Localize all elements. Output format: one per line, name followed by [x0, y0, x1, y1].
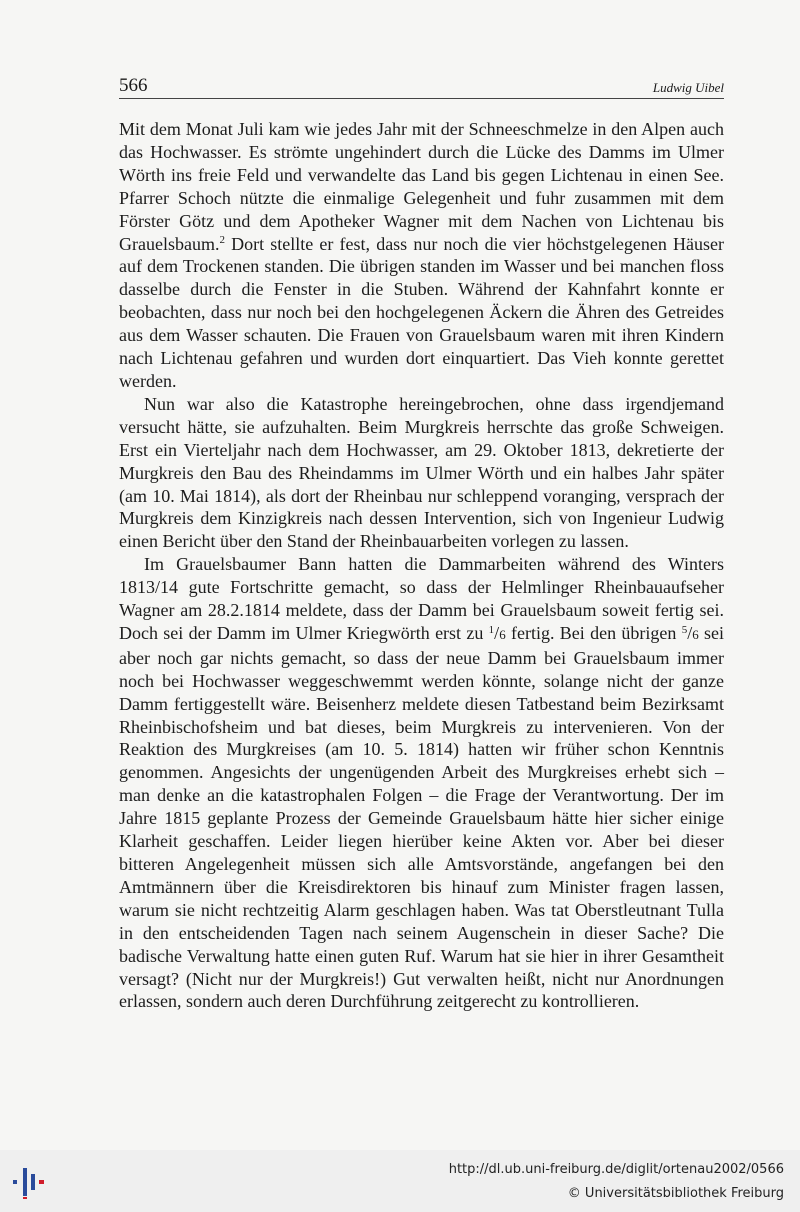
paragraph-3-text-c: sei aber noch gar nichts gemacht, so dass der neue Damm bei Grauelsbaum immer noch bei Hochwasser weggeschwemmt werden könnte, solange nicht der ganze Damm fertiggestellt wäre. Beisenherz meldete diesen Tatbestand beim Bezirksamt Rheinbischofsheim und bat dieses, beim Murgkreis zu intervenieren. Von der Reaktion des Murgkreises (am 10. 5. 1814) hatten wir früher schon Kenntnis genommen. Angesichts der ungenügenden Arbeit des Murgkreises erhebt sich – man denke an die katastrophalen Folgen – die Frage der Verantwortung. Der im Jahre 1815 geplante Prozess der Gemeinde Grauelsbaum hätte hier sicher einige Klarheit geschaffen. Leider liegen hierüber keine Akten vor. Aber bei dieser bitteren Angelegenheit müssen sich alle Amtsvorstände, angefangen bei den Amtmännern über die Kreisdirektoren bis hinauf zum Minister fragen lassen, warum sie nicht rechtzeitig Alarm geschlagen haben. Was tat Oberstleutnant Tulla in den entscheidenden Tagen nach seinem Augenschein in dieser Sache? Die badische Verwaltung hatte einen guten Ruf. Warum hat sie hier in ihrer Gesamtheit versagt? (Nicht nur der Murgkreis!) Gut verwalten heißt, nicht nur Anordnungen erlassen, sondern auch deren Durchführung zeitgerecht zu kontrollieren. [119, 622, 725, 1012]
paragraph-1 [119, 118, 724, 393]
viewer-footer [0, 1150, 800, 1212]
page-number: 566 [119, 75, 148, 96]
paragraph-2: Nun war also die Katastrophe hereingebrochen, ohne dass irgendjemand versucht hätte, sie aufzuhalten. Beim Murgkreis herrschte das große Schweigen. Erst ein Vierteljahr nach dem Hochwasser, am 29. Oktober 1813, dekretierte der Murgkreis den Bau des Rheindamms im Ulmer Wörth und ein halbes Jahr später (am 10. Mai 1814), als dort der Rheinbau nur schleppend voranging, versprach der Murgkreis dem Kinzigkreis nach dessen Intervention, sich von Ingenieur Ludwig einen Bericht über den Stand der Rheinbauarbeiten vorlegen zu lassen. [119, 393, 724, 552]
ub-freiburg-logo-icon [10, 1164, 50, 1200]
fraction-denominator: 6 [499, 626, 506, 642]
paragraph-3 [119, 553, 724, 1013]
fraction-one-sixth: $^1$/6 [488, 622, 506, 643]
paragraph-3-text-a: Im Grauelsbaumer Bann hatten die Dammarbeiten während des Winters 1813/14 gute Fortschritte gemacht, so dass der Helmlinger Rheinbauaufseher Wagner am 28.2.1814 meldete, dass der Damm bei Grauelsbaum soweit fertig sei. Doch sei der Damm im Ulmer Kriegwörth erst zu [119, 554, 724, 643]
paragraph-1-text-a: Mit dem Monat Juli kam wie jedes Jahr mit der Schneeschmelze in den Alpen auch das Hochwasser. Es strömte ungehindert durch die Lücke des Damms im Ulmer Wörth ins freie Feld und verwandelte das Land bis gegen Lichtenau in einen See. Pfarrer Schoch nützte die einmalige Gelegenheit und fuhr zusammen mit dem Förster Götz und dem Apotheker Wagner mit dem Nachen von Lichtenau bis Grauelsbaum. [119, 119, 724, 254]
body-text [119, 118, 724, 1013]
paragraph-3-text-b: fertig. Bei den übrigen [505, 622, 682, 643]
logo-bar-red [39, 1180, 44, 1184]
logo-dot-bottom [23, 1197, 27, 1199]
fraction-denominator: 6 [692, 626, 699, 642]
fraction-numerator: 5 [681, 623, 688, 636]
permalink-link[interactable]: http://dl.ub.uni-freiburg.de/diglit/ortenau2002/0566 [448, 1162, 784, 1177]
fraction-five-sixths: $^5$/6 [681, 622, 699, 643]
logo-bar-mid [31, 1174, 35, 1190]
running-header [119, 73, 724, 99]
footnote-ref-2[interactable]: 2 [219, 233, 225, 246]
logo-bar-tall [23, 1168, 27, 1196]
running-head-author: Ludwig Uibel [652, 80, 724, 95]
copyright-notice: © Universitätsbibliothek Freiburg [567, 1186, 784, 1201]
header-rule [119, 98, 724, 99]
paragraph-1-text-b: Dort stellte er fest, dass nur noch die vier höchstgelegenen Häuser auf dem Trockenen standen. Die übrigen standen im Wasser und bei manchen floss dasselbe durch die Fenster in die Stuben. Während der Kahnfahrt konnte er beobachten, dass nur noch bei den hochgelegenen Äckern die Ähren des Getreides aus dem Wasser schauten. Die Frauen von Grauelsbaum waren mit ihren Kindern nach Lichtenau gefahren und wurden dort einquartiert. Das Vieh konnte gerettet werden. [119, 233, 724, 391]
logo-bar-left [13, 1180, 17, 1184]
fraction-numerator: 1 [488, 623, 495, 636]
